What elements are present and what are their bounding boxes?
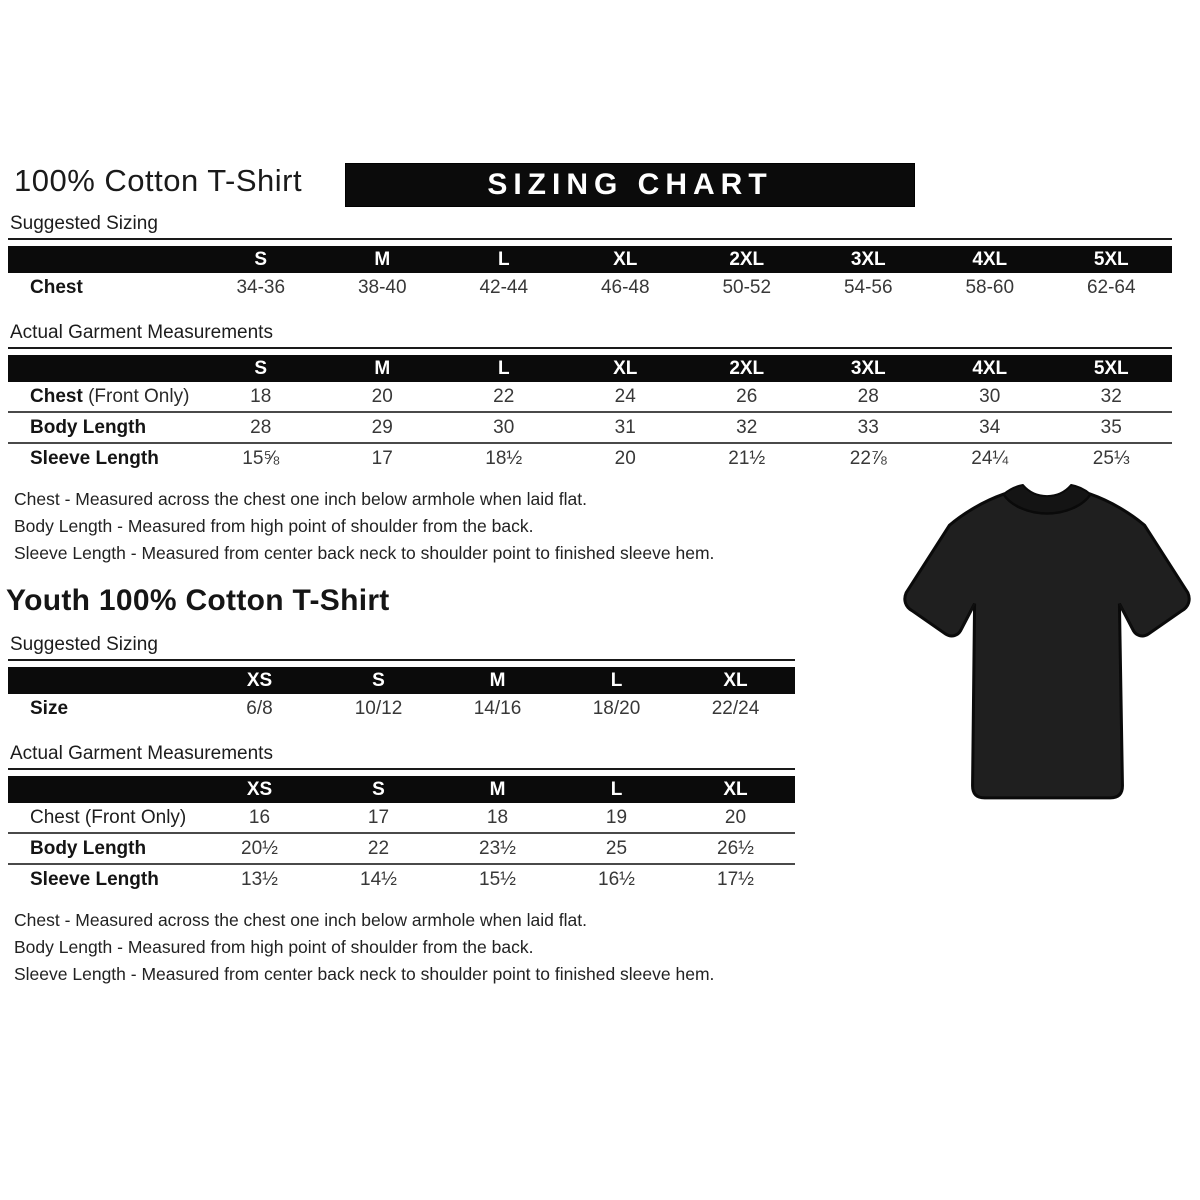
black-tshirt-icon <box>893 476 1199 818</box>
youth-notes <box>8 907 1172 988</box>
table-header-bar <box>8 667 795 694</box>
row-label: Chest <box>30 276 83 298</box>
table-row <box>8 863 795 894</box>
measurement-cell: 10/12 <box>354 697 403 719</box>
column-header: XS <box>246 669 273 691</box>
column-header: 4XL <box>972 357 1008 379</box>
measurement-note: Chest - Measured across the chest one inch below armhole when laid flat. <box>14 489 587 509</box>
youth-suggested-table <box>8 667 795 723</box>
measurement-cell: 18 <box>250 385 272 407</box>
measurement-cell: 23½ <box>479 837 516 859</box>
column-header: 4XL <box>972 248 1008 270</box>
table-header-bar <box>8 355 1172 382</box>
column-header: M <box>489 778 506 800</box>
table-row <box>8 694 795 723</box>
table-row <box>8 411 1172 442</box>
measurement-cell: 28 <box>250 416 272 438</box>
measurement-note: Sleeve Length - Measured from center back neck to shoulder point to finished sleeve hem. <box>14 964 715 984</box>
measurement-cell: 33 <box>857 416 879 438</box>
column-header: XL <box>613 357 638 379</box>
sizing-chart-banner <box>345 163 915 207</box>
table-row <box>8 273 1172 302</box>
column-header: 2XL <box>729 357 765 379</box>
column-header: M <box>374 248 391 270</box>
measurement-cell: 22⅞ <box>849 447 887 469</box>
column-header: 5XL <box>1093 357 1129 379</box>
row-label: Sleeve Length <box>30 868 159 890</box>
column-header: XL <box>723 669 748 691</box>
table-header-bar <box>8 776 795 803</box>
adult-actual-table <box>8 355 1172 473</box>
measurement-cell: 15½ <box>479 868 516 890</box>
row-label: Body Length <box>30 837 147 859</box>
measurement-cell: 29 <box>371 416 393 438</box>
measurement-cell: 14½ <box>360 868 397 890</box>
youth-suggested-heading: Suggested Sizing <box>8 634 795 661</box>
column-header: 5XL <box>1093 248 1129 270</box>
measurement-cell: 25⅓ <box>1092 447 1130 469</box>
measurement-cell: 20 <box>371 385 393 407</box>
column-header: M <box>489 669 506 691</box>
measurement-cell: 34 <box>979 416 1001 438</box>
measurement-cell: 24¼ <box>971 447 1009 469</box>
measurement-cell: 21½ <box>728 447 766 469</box>
measurement-cell: 18½ <box>485 447 523 469</box>
measurement-cell: 28 <box>857 385 879 407</box>
tshirt-product-image <box>893 476 1199 818</box>
measurement-cell: 30 <box>979 385 1001 407</box>
measurement-cell: 24 <box>614 385 636 407</box>
measurement-cell: 6/8 <box>246 697 273 719</box>
measurement-cell: 42-44 <box>479 276 529 298</box>
measurement-cell: 22/24 <box>711 697 760 719</box>
adult-actual-heading: Actual Garment Measurements <box>8 322 1172 349</box>
measurement-cell: 17 <box>367 806 390 828</box>
column-header: XL <box>723 778 748 800</box>
column-header: S <box>372 669 385 691</box>
table-row <box>8 832 795 863</box>
page-title: 100% Cotton T-Shirt <box>14 163 303 198</box>
column-header: L <box>610 778 623 800</box>
measurement-note: Body Length - Measured from high point of shoulder from the back. <box>14 937 534 957</box>
measurement-cell: 13½ <box>241 868 278 890</box>
measurement-cell: 22 <box>367 837 390 859</box>
measurement-cell: 20 <box>724 806 747 828</box>
adult-suggested-table <box>8 246 1172 302</box>
column-header: S <box>372 778 385 800</box>
youth-actual-heading: Actual Garment Measurements <box>8 743 795 770</box>
measurement-cell: 25 <box>605 837 628 859</box>
table-header-bar <box>8 246 1172 273</box>
column-header: S <box>254 248 268 270</box>
measurement-cell: 20½ <box>241 837 278 859</box>
measurement-cell: 17½ <box>717 868 754 890</box>
measurement-cell: 26½ <box>717 837 754 859</box>
row-label: Chest (Front Only) <box>30 806 187 828</box>
measurement-note: Body Length - Measured from high point of shoulder from the back. <box>14 516 534 536</box>
measurement-cell: 34-36 <box>236 276 286 298</box>
youth-title: Youth 100% Cotton T-Shirt <box>6 584 390 617</box>
measurement-cell: 30 <box>493 416 515 438</box>
row-label: Body Length <box>30 416 147 438</box>
table-row <box>8 382 1172 411</box>
measurement-cell: 58-60 <box>965 276 1015 298</box>
measurement-note: Chest - Measured across the chest one inch below armhole when laid flat. <box>14 910 587 930</box>
measurement-cell: 62-64 <box>1086 276 1136 298</box>
column-header: L <box>497 248 510 270</box>
measurement-cell: 18 <box>486 806 509 828</box>
column-header: L <box>497 357 510 379</box>
measurement-cell: 32 <box>1100 385 1122 407</box>
row-label: Sleeve Length <box>30 447 159 469</box>
column-header: S <box>254 357 268 379</box>
column-header: XL <box>613 248 638 270</box>
header-row <box>8 163 1172 209</box>
banner-label: SIZING CHART <box>487 168 773 201</box>
measurement-cell: 35 <box>1100 416 1122 438</box>
measurement-cell: 16½ <box>598 868 635 890</box>
measurement-cell: 31 <box>614 416 636 438</box>
measurement-cell: 18/20 <box>592 697 641 719</box>
measurement-cell: 15⅝ <box>242 447 280 469</box>
column-header: XS <box>246 778 273 800</box>
column-header: L <box>610 669 623 691</box>
measurement-cell: 16 <box>248 806 271 828</box>
table-row <box>8 442 1172 473</box>
column-header: 3XL <box>850 248 886 270</box>
measurement-cell: 50-52 <box>722 276 772 298</box>
youth-actual-table <box>8 776 795 894</box>
column-header: 3XL <box>850 357 886 379</box>
measurement-cell: 20 <box>614 447 636 469</box>
column-header: 2XL <box>729 248 765 270</box>
measurement-cell: 22 <box>493 385 515 407</box>
measurement-cell: 32 <box>736 416 758 438</box>
table-row <box>8 803 795 832</box>
measurement-cell: 46-48 <box>600 276 650 298</box>
row-label: Size <box>30 697 69 719</box>
measurement-cell: 54-56 <box>843 276 893 298</box>
measurement-cell: 38-40 <box>357 276 407 298</box>
measurement-cell: 26 <box>736 385 758 407</box>
measurement-cell: 17 <box>371 447 393 469</box>
measurement-note: Sleeve Length - Measured from center back neck to shoulder point to finished sleeve hem. <box>14 543 715 563</box>
measurement-cell: 14/16 <box>473 697 522 719</box>
adult-suggested-heading: Suggested Sizing <box>8 213 1172 240</box>
row-label: Chest (Front Only) <box>30 385 190 407</box>
measurement-cell: 19 <box>605 806 628 828</box>
column-header: M <box>374 357 391 379</box>
